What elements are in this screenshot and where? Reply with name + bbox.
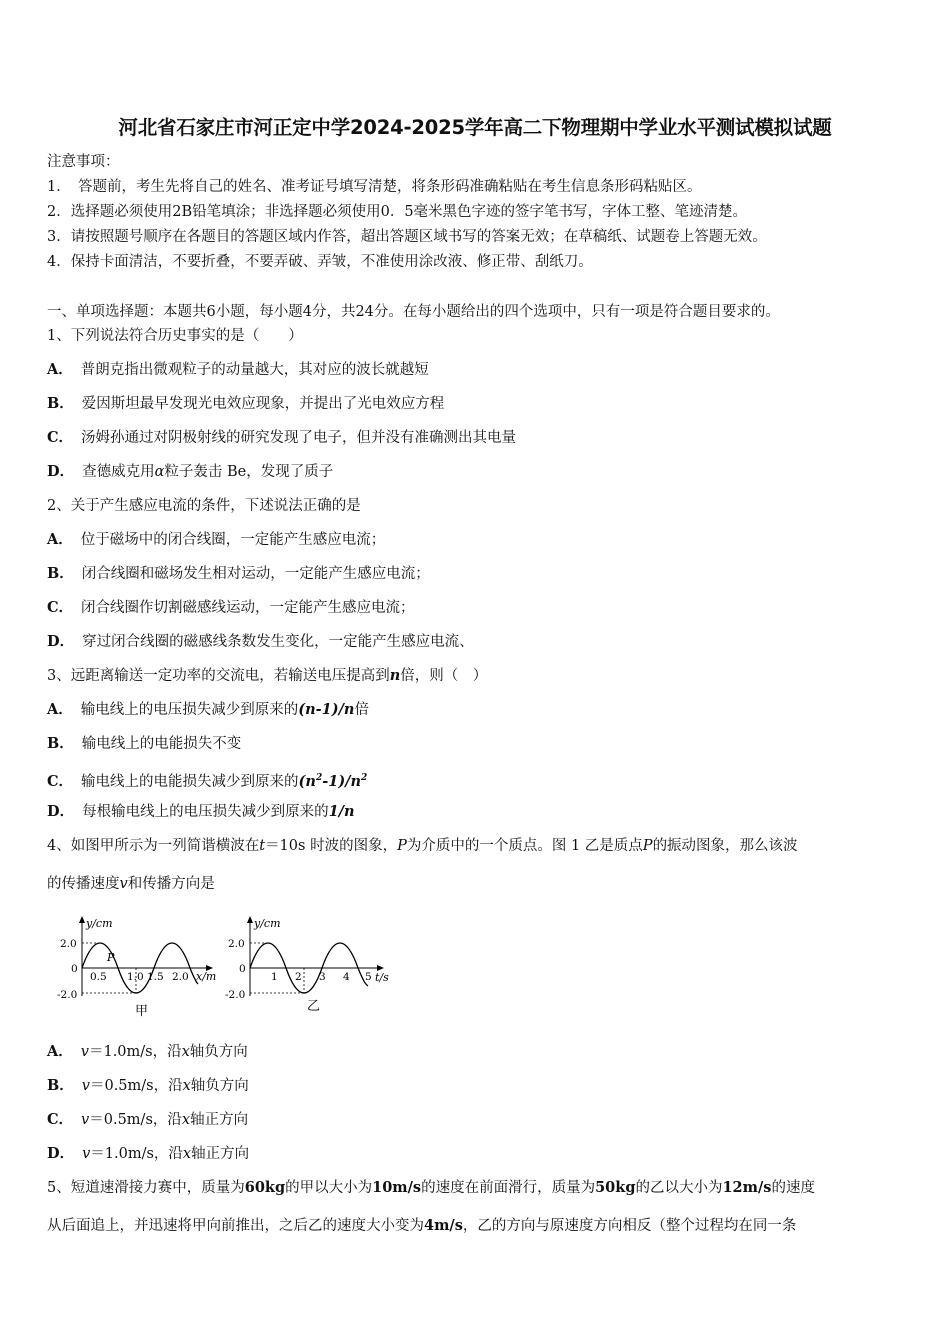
option-text: ＝1.0m/s，沿 [88,1044,182,1060]
quantity: 60kg [244,1179,286,1196]
option-label: C． [47,772,74,790]
y-tick-label: -2.0 [57,989,78,1001]
y-tick-label: -2.0 [225,989,246,1001]
question-2-option-a [47,530,385,550]
x-tick-label: 2.0 [172,971,189,983]
option-label: A． [47,531,73,548]
notice-item-2: 2．选择题必须使用2B铅笔填涂；非选择题必须使用0．5毫米黑色字迹的签字笔书写，字体工整、笔迹清楚。 [47,204,748,220]
option-label: B． [47,1077,74,1094]
quantity: 50kg [595,1179,636,1196]
variable-x: x [181,1044,190,1060]
option-text: 输电线上的电能损失减少到原来的 [81,773,299,790]
option-label: B． [47,735,74,752]
option-label: C． [47,1111,74,1128]
quantity: 12m/s [722,1179,772,1196]
variable-x: x [182,1146,192,1162]
option-text: 轴正方向 [191,1146,250,1162]
variable-v: v [82,1146,91,1162]
stem-text: 的速度在前面滑行，质量为 [421,1180,596,1196]
graph-caption: 乙 [307,999,321,1014]
option-text: 闭合线圈作切割磁感线运动，一定能产生感应电流； [81,600,415,616]
exponent: 2 [361,773,368,783]
y-tick-label: 2.0 [60,938,77,950]
y-tick-label: 0 [71,963,78,975]
question-1-option-d [47,462,333,482]
option-text: 汤姆孙通过对阴极射线的研究发现了电子，但并没有准确测出其电量 [81,430,517,446]
option-text: 输电线上的电能损失不变 [81,736,242,752]
option-text: 轴正方向 [190,1112,249,1128]
question-4-option-a [47,1042,248,1062]
stem-text: 3、远距离输送一定功率的交流电，若输送电压提高到 [47,668,390,684]
math-expression: 1/n [328,803,355,820]
stem-text: 和传播方向是 [127,876,215,892]
question-3-option-b [47,734,241,754]
y-axis-label: y/cm [86,917,113,930]
option-text: 位于磁场中的闭合线圈，一定能产生感应电流； [80,532,386,548]
option-label: B． [47,395,74,412]
option-text: 轴负方向 [190,1078,249,1094]
stem-text: ＝10s 时波的图象， [265,838,398,854]
y-tick-label: 2.0 [228,938,245,950]
question-5-stem-line-1 [47,1178,815,1198]
x-axis-label: x/m [196,970,217,983]
stem-text: 的速度 [771,1180,815,1196]
notice-item-3: 3．请按照题号顺序在各题目的答题区域内作答，超出答题区域书写的答案无效；在草稿纸、试题卷上答题无效。 [47,229,767,245]
question-3-option-c [47,768,367,792]
option-text: 倍 [354,702,369,718]
option-text: 穿过闭合线圈的磁感线条数发生变化，一定能产生感应电流、 [82,634,474,650]
option-text: 爱因斯坦最早发现光电效应现象，并提出了光电效应方程 [81,396,445,412]
y-axis-label: y/cm [254,917,281,930]
exponent: 2 [315,773,323,783]
x-axis-label: t/s [375,971,389,984]
question-3-option-a [47,700,369,720]
option-label: A． [47,701,73,718]
option-label: D． [47,463,75,480]
y-axis-arrow [247,916,253,923]
stem-text: 的传播速度 [47,876,120,892]
question-4-option-b [47,1076,249,1096]
option-text: 输电线上的电压损失减少到原来的 [80,702,299,718]
stem-text: 的甲以大小为 [285,1180,373,1196]
x-tick-label: 5 [365,971,372,983]
alpha-symbol: α [154,464,165,480]
variable-v: v [81,1112,90,1128]
option-text: ＝1.0m/s，沿 [90,1146,183,1162]
question-2-option-c [47,598,415,618]
point-p-label: P [107,951,115,964]
question-4-stem-line-1 [47,836,798,856]
x-tick-label: 3 [319,971,326,983]
expr-part: -1)/n [322,772,362,790]
y-axis-arrow [79,916,85,923]
x-tick-label: 2 [295,971,302,983]
question-2-option-d [47,632,474,652]
option-text: 普朗克指出微观粒子的动量越大，其对应的波长就越短 [80,362,429,378]
expr-part: (n [298,772,316,790]
y-tick-label: 0 [239,963,246,975]
wave-figure [55,912,405,1024]
option-text: 轴负方向 [189,1044,248,1060]
variable-n: n [389,667,401,684]
variable-v: v [119,876,128,892]
graph-caption: 甲 [135,1004,149,1019]
option-text: ＝0.5m/s，沿 [89,1112,182,1128]
x-tick-label: 0.5 [90,971,107,983]
variable-v: v [80,1044,89,1060]
stem-text: 为介质中的一个质点。图 1 乙是质点 [406,838,643,854]
stem-text: 5、短道速滑接力赛中，质量为 [47,1180,245,1196]
option-label: C． [47,429,74,446]
option-text: 粒子轰击 Be，发现了质子 [164,464,334,480]
question-1-option-c [47,428,516,448]
stem-text: 4、如图甲所示为一列简谐横波在 [47,838,260,854]
stem-text: 从后面追上，并迅速将甲向前推出，之后乙的速度大小变为 [47,1218,424,1234]
option-text: 闭合线圈和磁场发生相对运动，一定能产生感应电流； [81,566,430,582]
quantity: 10m/s [372,1179,422,1196]
variable-x: x [182,1078,191,1094]
x-tick-label: 4 [343,971,350,983]
question-1-option-b [47,394,444,414]
question-4-option-d [47,1144,249,1164]
notice-heading: 注意事项： [47,154,120,170]
question-2-option-b [47,564,430,584]
quantity: 4m/s [424,1217,463,1234]
exam-title: 河北省石家庄市河正定中学2024-2025学年高二下物理期中学业水平测试模拟试题 [118,116,832,139]
graph-yi [225,916,389,1014]
math-expression: (n-1)/n [298,701,355,718]
option-label: B． [47,565,74,582]
option-label: A． [47,361,73,378]
stem-text: ，乙的方向与原速度方向相反（整个过程均在同一条 [462,1218,797,1234]
question-2-stem: 2、关于产生感应电流的条件，下述说法正确的是 [47,498,361,514]
stem-text: 倍，则（ ） [400,668,488,684]
question-4-option-c [47,1110,248,1130]
question-1-stem: 1、下列说法符合历史事实的是（ ） [47,328,303,344]
graph-jia [57,916,216,1019]
section-heading: 一、单项选择题：本题共6小题，每小题4分，共24分。在每小题给出的四个选项中，只有一项是符合题目要求的。 [47,304,780,320]
stem-text: 的振动图象，那么该波 [652,838,798,854]
option-text: 每根输电线上的电压损失减少到原来的 [82,804,329,820]
x-tick-label: 1.5 [147,971,164,983]
notice-item-1: 1． 答题前，考生先将自己的姓名、准考证号填写清楚，将条形码准确粘贴在考生信息条形码粘贴区。 [47,179,702,195]
variable-t: t [259,838,266,854]
variable-p: P [642,838,653,854]
question-1-option-a [47,360,429,380]
option-label: D． [47,633,75,650]
x-tick-label: 1 [271,971,278,983]
notice-item-4: 4．保持卡面清洁，不要折叠，不要弄破、弄皱，不准使用涂改液、修正带、刮纸刀。 [47,254,593,270]
option-label: D． [47,803,75,820]
option-text: ＝0.5m/s，沿 [89,1078,183,1094]
option-text: 查德威克用 [82,464,155,480]
question-3-stem [47,666,487,686]
question-5-stem-line-2 [47,1216,796,1236]
option-label: D． [47,1145,75,1162]
option-label: C． [47,599,74,616]
variable-x: x [181,1112,191,1128]
variable-v: v [81,1078,90,1094]
math-expression [299,773,368,790]
question-4-stem-line-2 [47,874,215,894]
variable-p: P [397,838,407,854]
x-tick-label: 1.0 [127,971,144,983]
stem-text: 的乙以大小为 [635,1180,723,1196]
question-3-option-d [47,802,355,822]
option-label: A． [47,1043,73,1060]
